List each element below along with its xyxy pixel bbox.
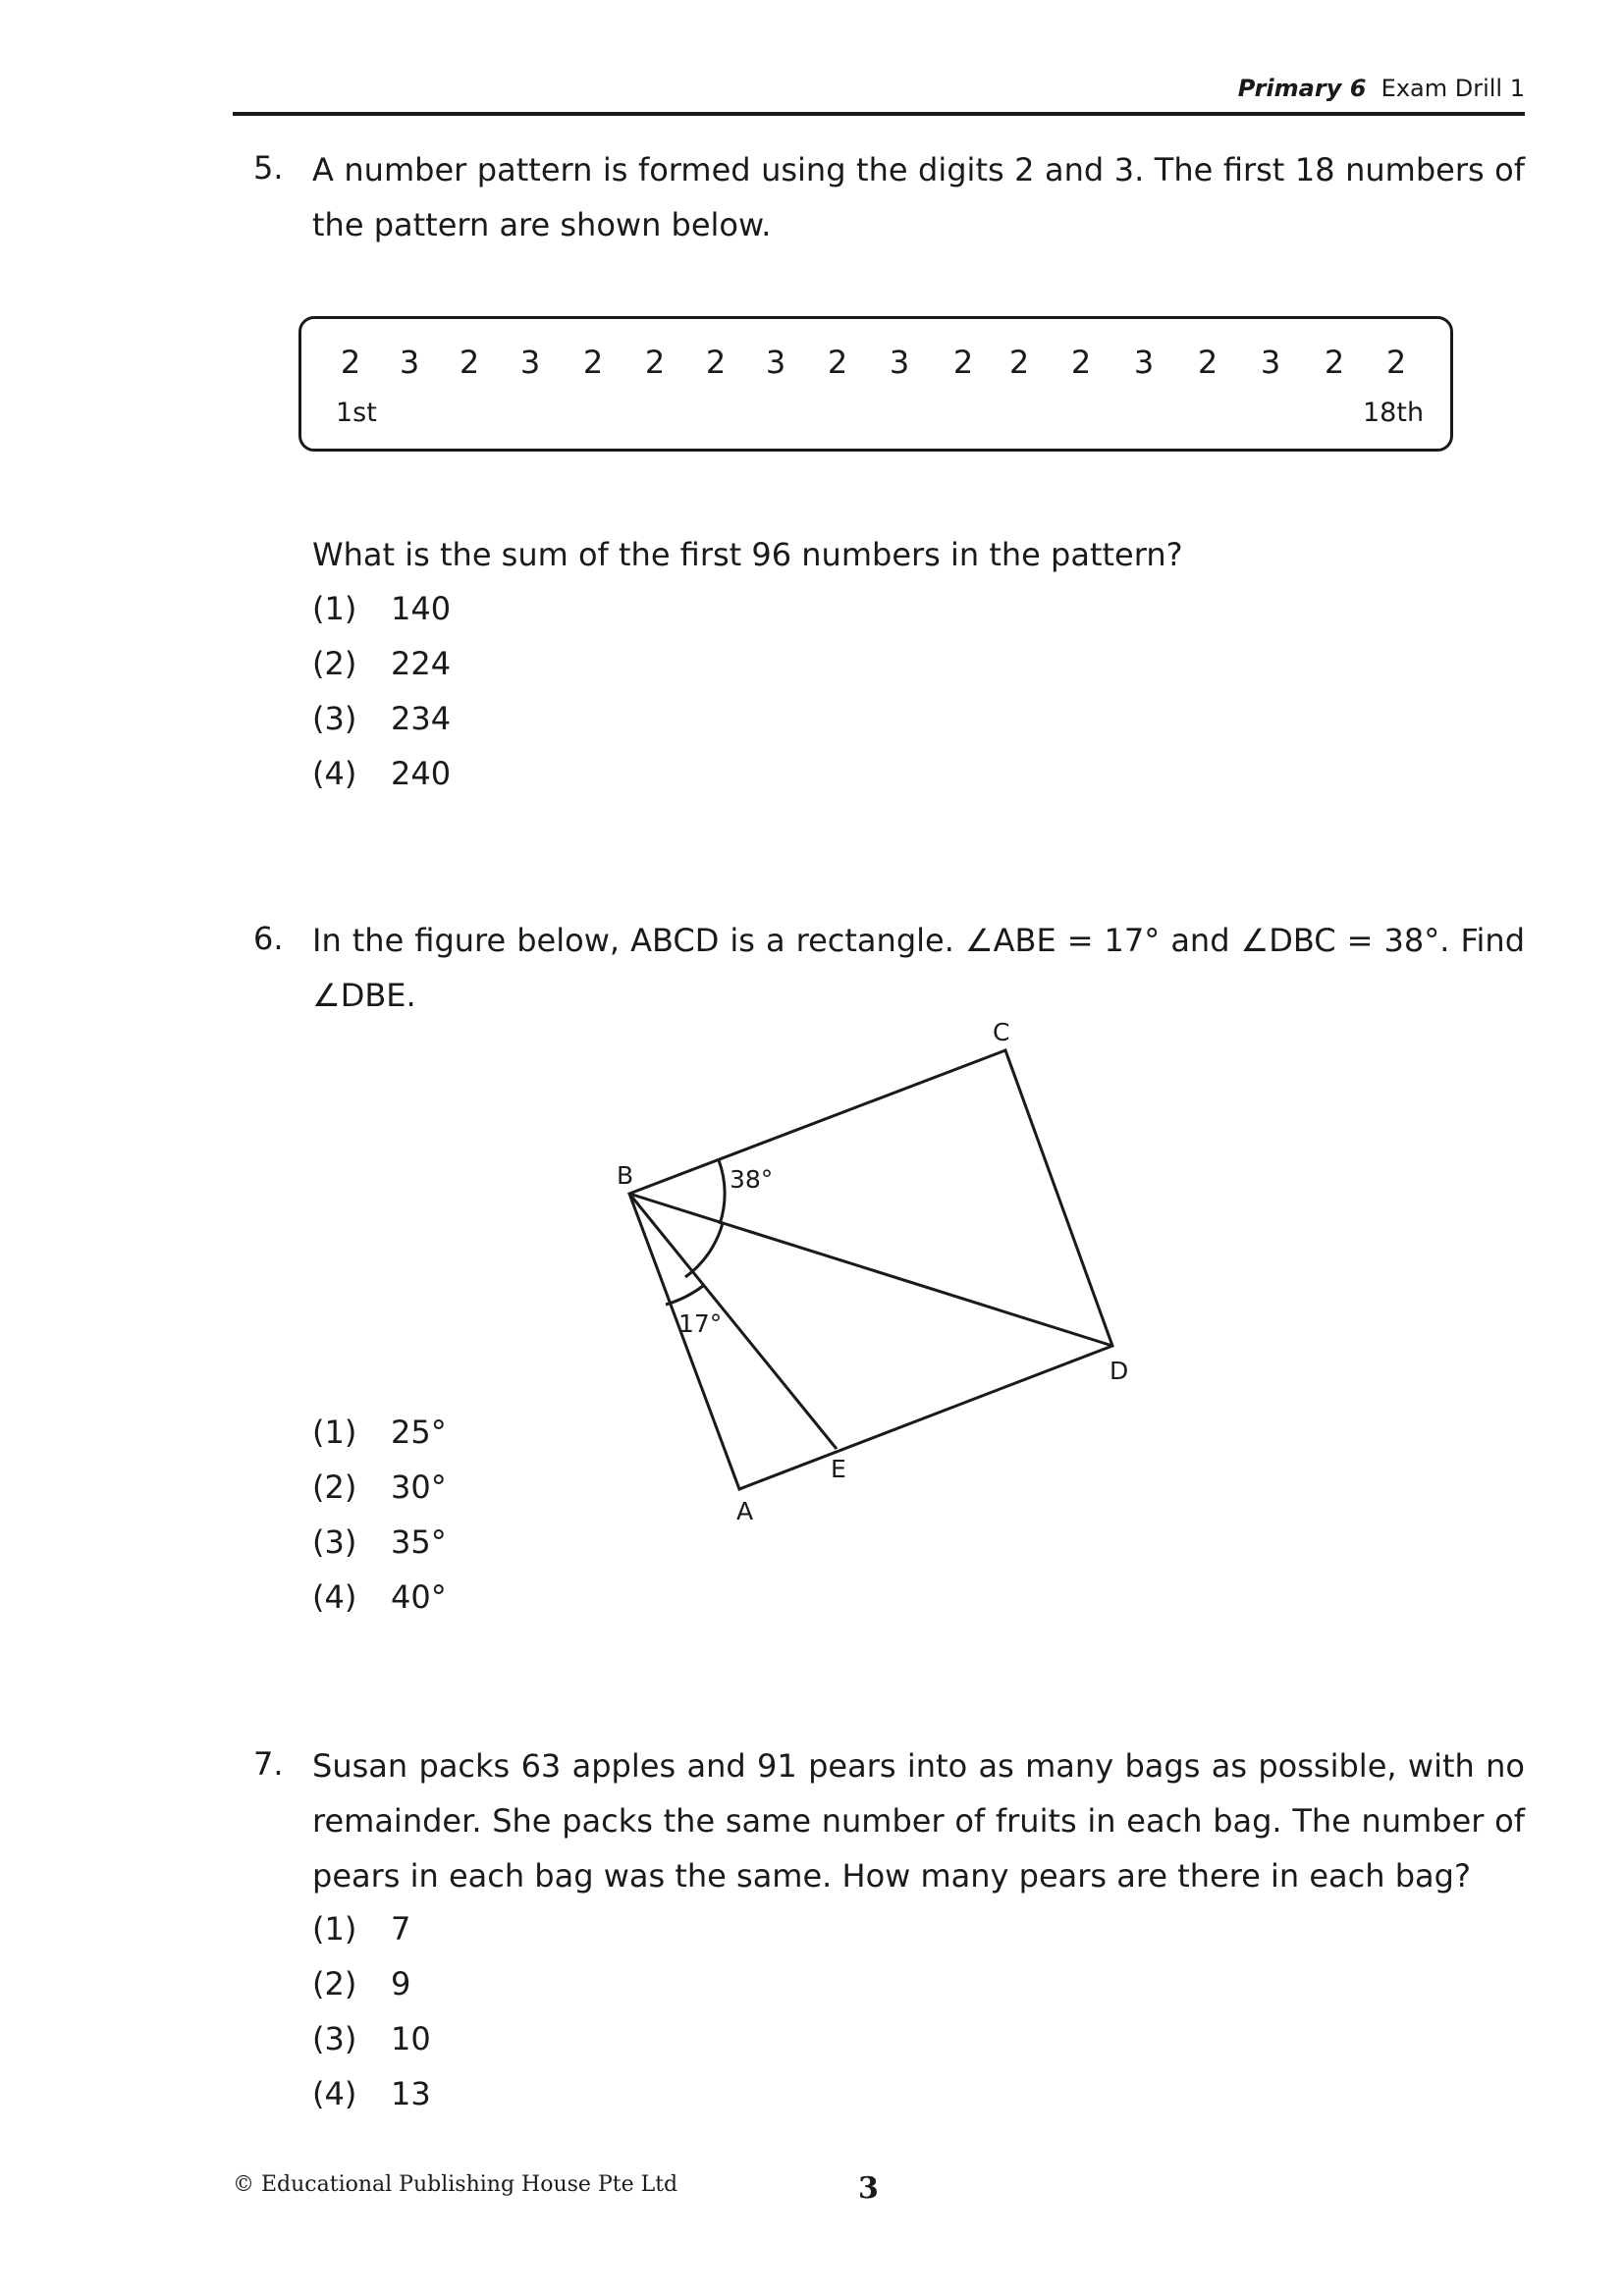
- pattern-digit: 3: [889, 344, 910, 381]
- q7-text: Susan packs 63 apples and 91 pears into as many bags as possible, with no remainder. She packs the same number of fruits in each bag. The number of pears in each bag was the same. How many pears are there in each bag?: [312, 1747, 1525, 1895]
- option-value: 9: [391, 1965, 411, 2002]
- option-label: (2): [312, 1965, 357, 2002]
- angle-arc-17: [666, 1286, 703, 1305]
- q5-text: A number pattern is formed using the digits 2 and 3. The first 18 numbers of the pattern are shown below.: [312, 151, 1525, 243]
- q5-option-1[interactable]: [312, 590, 451, 627]
- q5-option-2[interactable]: [312, 645, 451, 682]
- pattern-digit: 2: [1324, 344, 1345, 381]
- pattern-digit: 3: [399, 344, 420, 381]
- q7-number: 7.: [253, 1745, 284, 1783]
- pattern-digit: 2: [644, 344, 666, 381]
- label-e: E: [831, 1455, 846, 1483]
- label-b: B: [617, 1161, 634, 1190]
- option-label: (1): [312, 590, 357, 627]
- pattern-digit: 2: [1197, 344, 1218, 381]
- option-value: 7: [391, 1910, 411, 1948]
- header-divider: [233, 112, 1525, 116]
- option-value: 140: [391, 590, 452, 627]
- option-label: (1): [312, 1414, 357, 1451]
- option-label: (2): [312, 645, 357, 682]
- label-a: A: [736, 1497, 754, 1525]
- q6-text: In the figure below, ABCD is a rectangle. ∠ABE = 17° and ∠DBC = 38°. Find ∠DBE.: [312, 922, 1525, 1014]
- pattern-digit: 2: [952, 344, 974, 381]
- footer-copyright: © Educational Publishing House Pte Ltd: [233, 2172, 678, 2197]
- option-value: 10: [391, 2020, 431, 2057]
- option-value: 240: [391, 755, 452, 792]
- pattern-digit: 2: [1385, 344, 1407, 381]
- option-value: 30°: [391, 1468, 447, 1506]
- q6-rectangle-figure: [589, 1011, 1178, 1541]
- option-label: (3): [312, 2020, 357, 2057]
- pattern-digit: 3: [1133, 344, 1155, 381]
- q6-option-4[interactable]: [312, 1578, 447, 1616]
- label-angle-17: 17°: [678, 1309, 723, 1338]
- header-level: Primary 6: [1237, 75, 1367, 102]
- option-value: 224: [391, 645, 452, 682]
- q5-number: 5.: [253, 149, 284, 187]
- pattern-digit: 3: [1260, 344, 1281, 381]
- label-d: D: [1110, 1357, 1129, 1385]
- q5-first-label: 1st: [336, 398, 377, 428]
- q5-pattern-box: [298, 316, 1453, 452]
- pattern-digit: 2: [827, 344, 848, 381]
- label-c: C: [993, 1018, 1010, 1046]
- q5-option-3[interactable]: [312, 700, 451, 737]
- option-label: (4): [312, 2075, 357, 2112]
- pattern-digit: 2: [1008, 344, 1030, 381]
- pattern-digit: 2: [582, 344, 604, 381]
- option-label: (4): [312, 1578, 357, 1616]
- q7-option-1[interactable]: [312, 1910, 410, 1948]
- pattern-digit: 3: [519, 344, 541, 381]
- option-label: (1): [312, 1910, 357, 1948]
- option-label: (3): [312, 700, 357, 737]
- page-header: [1238, 75, 1525, 102]
- header-drill: Exam Drill 1: [1380, 75, 1525, 102]
- option-value: 234: [391, 700, 452, 737]
- option-value: 40°: [391, 1578, 447, 1616]
- pattern-digit: 2: [705, 344, 727, 381]
- q5-option-4[interactable]: [312, 755, 451, 792]
- q7-option-4[interactable]: [312, 2075, 431, 2112]
- pattern-digit: 2: [459, 344, 480, 381]
- q7-option-3[interactable]: [312, 2020, 431, 2057]
- option-label: (2): [312, 1468, 357, 1506]
- q6-option-2[interactable]: [312, 1468, 447, 1506]
- q5-question: What is the sum of the first 96 numbers in the pattern?: [312, 536, 1183, 573]
- option-value: 25°: [391, 1414, 447, 1451]
- q7-option-2[interactable]: [312, 1965, 410, 2002]
- option-value: 35°: [391, 1523, 447, 1561]
- q5-last-label: 18th: [1363, 398, 1425, 428]
- angle-arc-38: [719, 1160, 725, 1224]
- q6-option-1[interactable]: [312, 1414, 447, 1451]
- q6-number: 6.: [253, 920, 284, 957]
- option-value: 13: [391, 2075, 431, 2112]
- pattern-digit: 2: [340, 344, 361, 381]
- q6-option-3[interactable]: [312, 1523, 447, 1561]
- pattern-digit: 2: [1070, 344, 1092, 381]
- option-label: (3): [312, 1523, 357, 1561]
- pattern-digit: 3: [765, 344, 786, 381]
- option-label: (4): [312, 755, 357, 792]
- label-angle-38: 38°: [730, 1165, 774, 1194]
- page-number: 3: [858, 2171, 879, 2206]
- line-be: [629, 1194, 837, 1449]
